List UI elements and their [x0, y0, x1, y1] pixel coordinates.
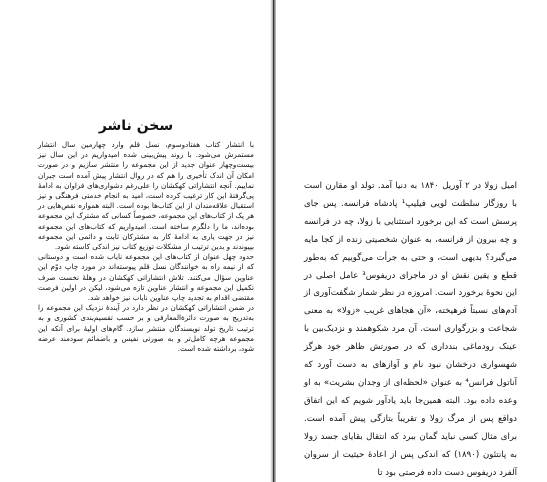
- left-page: [0, 0, 272, 482]
- paragraph: امیل زولا در ۲ آوریل ۱۸۴۰ به دنیا آمد. تولد او مقارن است با روزگار سلطنت لویی فیلیپ¹ پادشاه فرانسه. پس جای پرسش است که این برخورد استثنایی با زولا، چه در فرانسه و چه بیرون از فرانسه، به عنوان شخصیتی زنده از کجا مایه می‌گیرد؟ بدیهی است، و حتی به جرأت می‌گوییم که به‌طور قطع و یقین نقش او در ماجرای دریفوس³ عامل اصلی در این نحوهٔ برخورد است. امروزه در نظر شمار شگفت‌آوری از آدم‌های نسبتاً فرهیخته، «آن هجاهای غریب «زولا» به معنی شجاعت و بزرگواری است. آن مرد شکوهمند و نزدیک‌بین با عینک رودماغی بندداری که در صورتش ظاهر خود هرگز شهسواری درخشان نبود نام و آوازهای به دست آورد که آناتول فرانس⁴ به عنوان «لحظه‌ای از وجدان بشریت» به او وعده داده بود. البته همین‌جا باید یادآور شویم که این اتفاق دواقع پس از مرگ زولا و تقریباً بتازگی پیش آمده است. برای مثال کسی نباید گمان ببرد که انتقال بقایای جسد زولا به پانتئون (۱۸۹۰) که اندکی پس از اعادهٔ حیثیت از سروان آلفرد دریفوس دست داده فرصتی بود تا: [304, 181, 518, 478]
- publisher-note-body: [38, 140, 254, 354]
- chapter-body: [304, 178, 517, 482]
- paragraph: حدود چهل عنوان از کتاب‌های این مجموعه نایاب شده است و دوستانی که از نیمه راه به خوانندگان نسل قلم پیوسته‌اند در مورد چاپ دوّم این عناوین سؤال می‌کنند. تلاش انتشاراتی کهکشان در وهلهٔ نخست صرف تکمیل این مجموعه و انتشار عناوین تازه می‌شود، لیکن در اولین فرصت مقتضی اقدام به تجدید چاپ عناوین نایاب نیز خواهد شد.: [38, 252, 254, 303]
- page-heading: سخن ناشر: [98, 118, 174, 134]
- paragraph: با انتشار کتاب هفتادوسوم، نسل قلم وارد چهارمین سال انتشار مستمرش می‌شود. با روند پیش‌بینی شده امیدواریم در این سال نیز بیست‌وچهار عنوان جدید از این مجموعه را منتشر سازیم و در صورت امکان آن اندک تأخیری را هم که در روال انتشار پیش آمده است جبران نماییم. آنچه انتشاراتی کهکشان را علی‌رغم دشواری‌های فراوان به ادامهٔ پی‌گرفتهٔ این کار ترغیب کرده است، امید به انجام خدمتی فرهنگی و نیز استقبال علاقه‌مندان از این کتاب‌ها بوده است. البته همواره نقص‌هایی در هر یک از کتاب‌های این مجموعه، خصوصاً کسانی که مشترک این مجموعه بوده‌اند، ما را دلگرم ساخته است. امیدواریم که کتاب‌های این مجموعه نیز در جهت یاری به ادامهٔ کار به مشترکان ثابت و دائمی این مجموعه بپیوندند و بدین ترتیب از مشکلات توزیع کتاب نیز اندکی کاسته شود.: [37, 140, 254, 252]
- right-page: [276, 0, 547, 482]
- gutter-line: [273, 0, 274, 482]
- paragraph: در ضمن انتشاراتی کهکشان در نظر دارد در آیندهٔ نزدیک این مجموعه را به‌تدریج به صورت دائرةالمعارفی و بر حسب تقسیم‌بندی کشوری و به ترتیب تاریخ تولد نویسندگان منتشر سازد. گام‌های اولیهٔ برای آنکه این مجموعه هرچه کامل‌تر و به صورتی نفیس و باضمائم سودمند عرضه شود، برداشته شده است.: [38, 303, 254, 354]
